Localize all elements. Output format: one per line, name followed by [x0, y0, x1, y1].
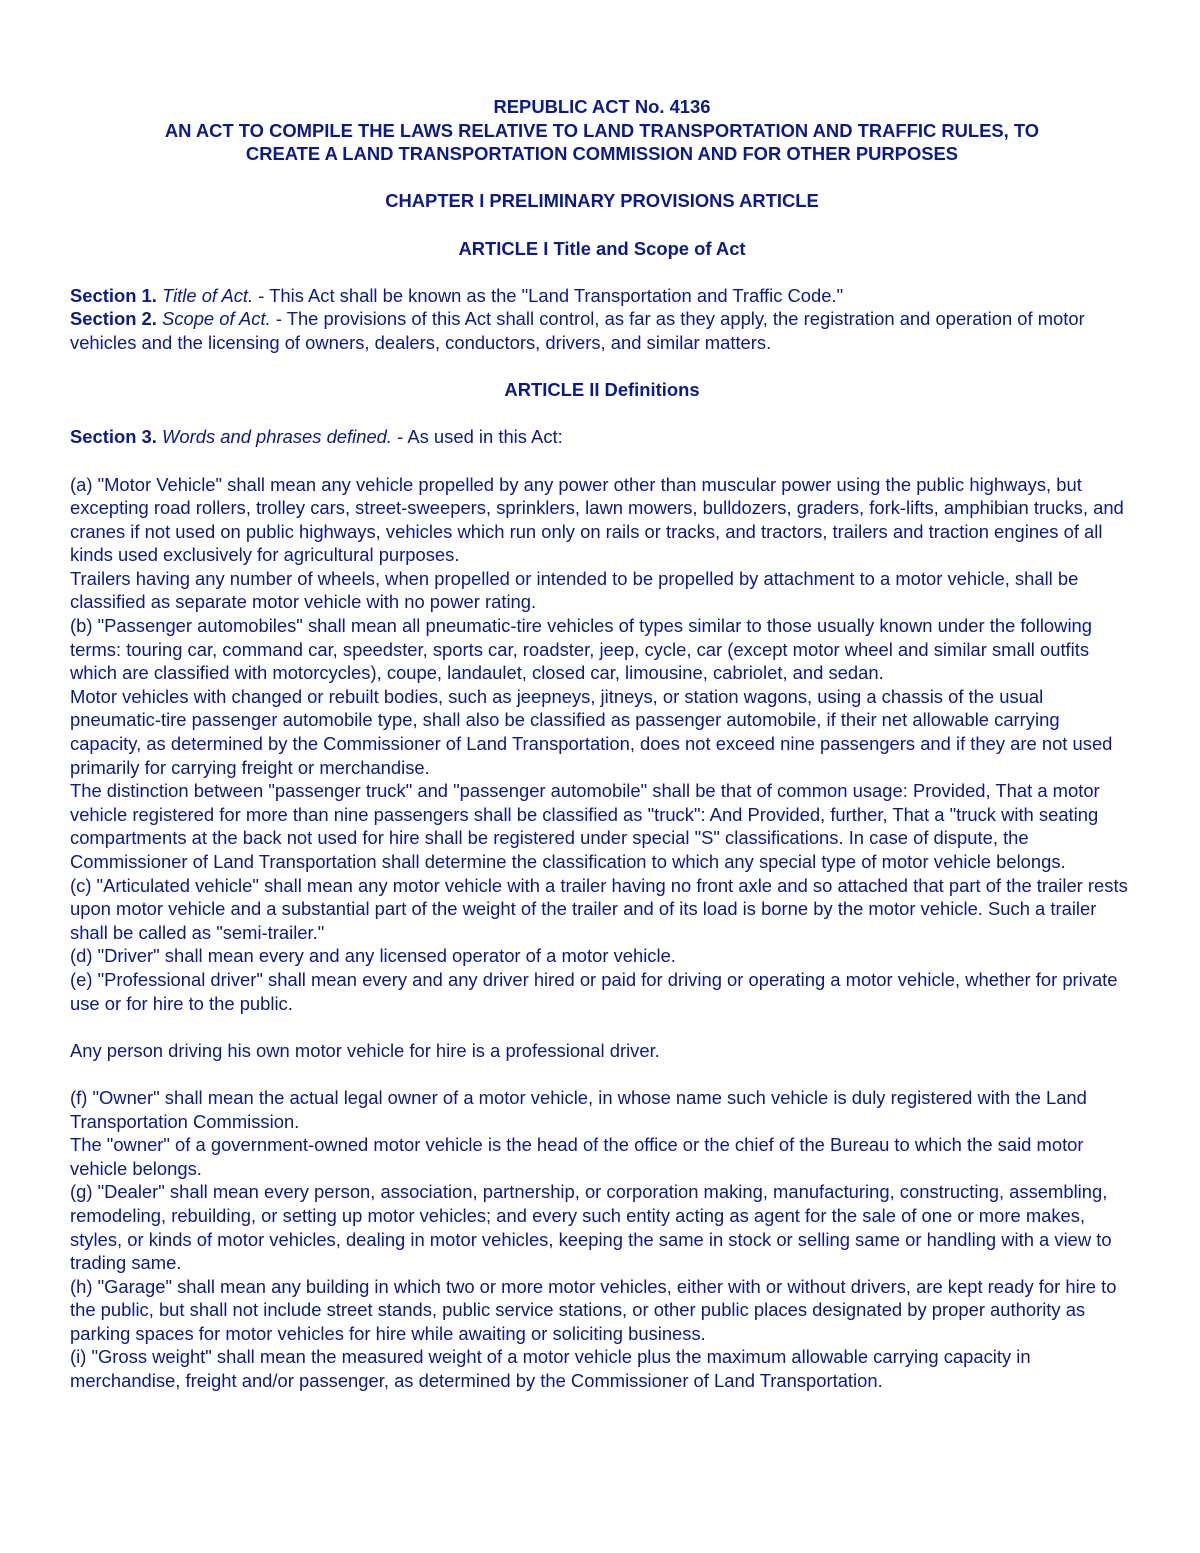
section-1	[70, 284, 1134, 308]
chapter-heading: CHAPTER I PRELIMINARY PROVISIONS ARTICLE	[385, 190, 819, 212]
definition-f-note: The "owner" of a government-owned motor vehicle is the head of the office or the chief of the Bureau to which the said motor vehicle belongs.	[70, 1134, 1084, 1179]
definition-i: (i) "Gross weight" shall mean the measured weight of a motor vehicle plus the maximum allowable carrying capacity in merchandise, freight and/or passenger, as determined by the Commissioner of Land Transportation.	[70, 1346, 1031, 1392]
section-2-label: Section 2.	[70, 308, 157, 330]
section-2-title: Scope of Act.	[162, 308, 271, 330]
definition-b-note-1: Motor vehicles with changed or rebuilt bodies, such as jeepneys, jitneys, or station wagons, using a chassis of the usual pneumatic-tire passenger automobile type, shall also be classified as passenger automobile, if their net allowable carrying capacity, as determined by the Commissioner of Land Transportation, does not exceed nine passengers and if they are not used primarily for carrying freight or merchandise.	[70, 685, 1113, 778]
section-3	[70, 425, 1134, 449]
definition-h: (h) "Garage" shall mean any building in which two or more motor vehicles, either with or without drivers, are kept ready for hire to the public, but shall not include street stands, public service stations, or other public places designated by proper authority as parking spaces for motor vehicles for hire while awaiting or soliciting business.	[70, 1275, 1117, 1344]
act-number: REPUBLIC ACT No. 4136	[493, 96, 711, 117]
definition-e-note: Any person driving his own motor vehicle for hire is a professional driver.	[70, 1039, 660, 1061]
section-1-title: Title of Act.	[162, 284, 254, 306]
article-2-heading: ARTICLE II Definitions	[504, 379, 700, 401]
act-title	[70, 95, 1134, 166]
act-title-line-2: CREATE A LAND TRANSPORTATION COMMISSION AND FOR OTHER PURPOSES	[245, 143, 959, 165]
section-2	[70, 307, 1134, 354]
act-title-line-1: AN ACT TO COMPILE THE LAWS RELATIVE TO LAND TRANSPORTATION AND TRAFFIC RULES, TO	[164, 119, 1040, 141]
section-2-text: - The provisions of this Act shall control, as far as they apply, the registration and operation of motor vehicles and the licensing of owners, dealers, conductors, drivers, and similar matters.	[70, 308, 1085, 353]
definition-c: (c) "Articulated vehicle" shall mean any motor vehicle with a trailer having no front axle and so attached that part of the trailer rests upon motor vehicle and a substantial part of the weight of the trailer and of its load is borne by the motor vehicle. Such a trailer shall be called as "semi-trailer."	[70, 874, 1128, 943]
definition-a: (a) "Motor Vehicle" shall mean any vehicle propelled by any power other than muscular power using the public highways, but excepting road rollers, trolley cars, street-sweepers, sprinklers, lawn mowers, bulldozers, graders, fork-lifts, amphibian trucks, and cranes if not used on public highways, vehicles which run only on rails or tracks, and tractors, trailers and traction engines of all kinds used exclusively for agricultural purposes.	[70, 473, 1124, 566]
section-3-text: - As used in this Act:	[392, 426, 563, 448]
definition-b-note-2: The distinction between "passenger truck" and "passenger automobile" shall be that of common usage: Provided, That a motor vehicle registered for more than nine passengers shall be classified as "truck": And Provided, further, That a "truck with seating compartments at the back not used for hire shall be registered under special "S" classifications. In case of dispute, the Commissioner of Land Transportation shall determine the classification to which any special type of motor vehicle belongs.	[70, 780, 1100, 872]
definition-a-note: Trailers having any number of wheels, when propelled or intended to be propelled by attachment to a motor vehicle, shall be classified as separate motor vehicle with no power rating.	[70, 567, 1079, 613]
section-1-text: - This Act shall be known as the "Land Transportation and Traffic Code."	[253, 284, 844, 306]
section-3-title: Words and phrases defined.	[162, 426, 393, 448]
section-3-label: Section 3.	[70, 426, 157, 448]
article-1-heading: ARTICLE I Title and Scope of Act	[458, 237, 746, 259]
definition-b: (b) "Passenger automobiles" shall mean all pneumatic-tire vehicles of types similar to those usually known under the following terms: touring car, command car, speedster, sports car, roadster, jeep, cycle, car (except motor wheel and similar small outfits which are classified with motorcycles), coupe, landaulet, closed car, limousine, cabriolet, and sedan.	[70, 615, 1092, 684]
document-page	[70, 95, 1134, 1393]
definition-g: (g) "Dealer" shall mean every person, association, partnership, or corporation making, manufacturing, constructing, assembling, remodeling, rebuilding, or setting up motor vehicles; and every such entity acting as agent for the sale of one or more makes, styles, or kinds of motor vehicles, dealing in motor vehicles, keeping the same in stock or selling same or handling with a view to trading same.	[70, 1181, 1112, 1274]
definition-e: (e) "Professional driver" shall mean every and any driver hired or paid for driving or operating a motor vehicle, whether for private use or for hire to the public.	[70, 968, 1118, 1014]
definition-d: (d) "Driver" shall mean every and any licensed operator of a motor vehicle.	[70, 945, 676, 967]
definition-f: (f) "Owner" shall mean the actual legal owner of a motor vehicle, in whose name such vehicle is duly registered with the Land Transportation Commission.	[70, 1086, 1087, 1132]
section-1-label: Section 1.	[70, 284, 157, 306]
